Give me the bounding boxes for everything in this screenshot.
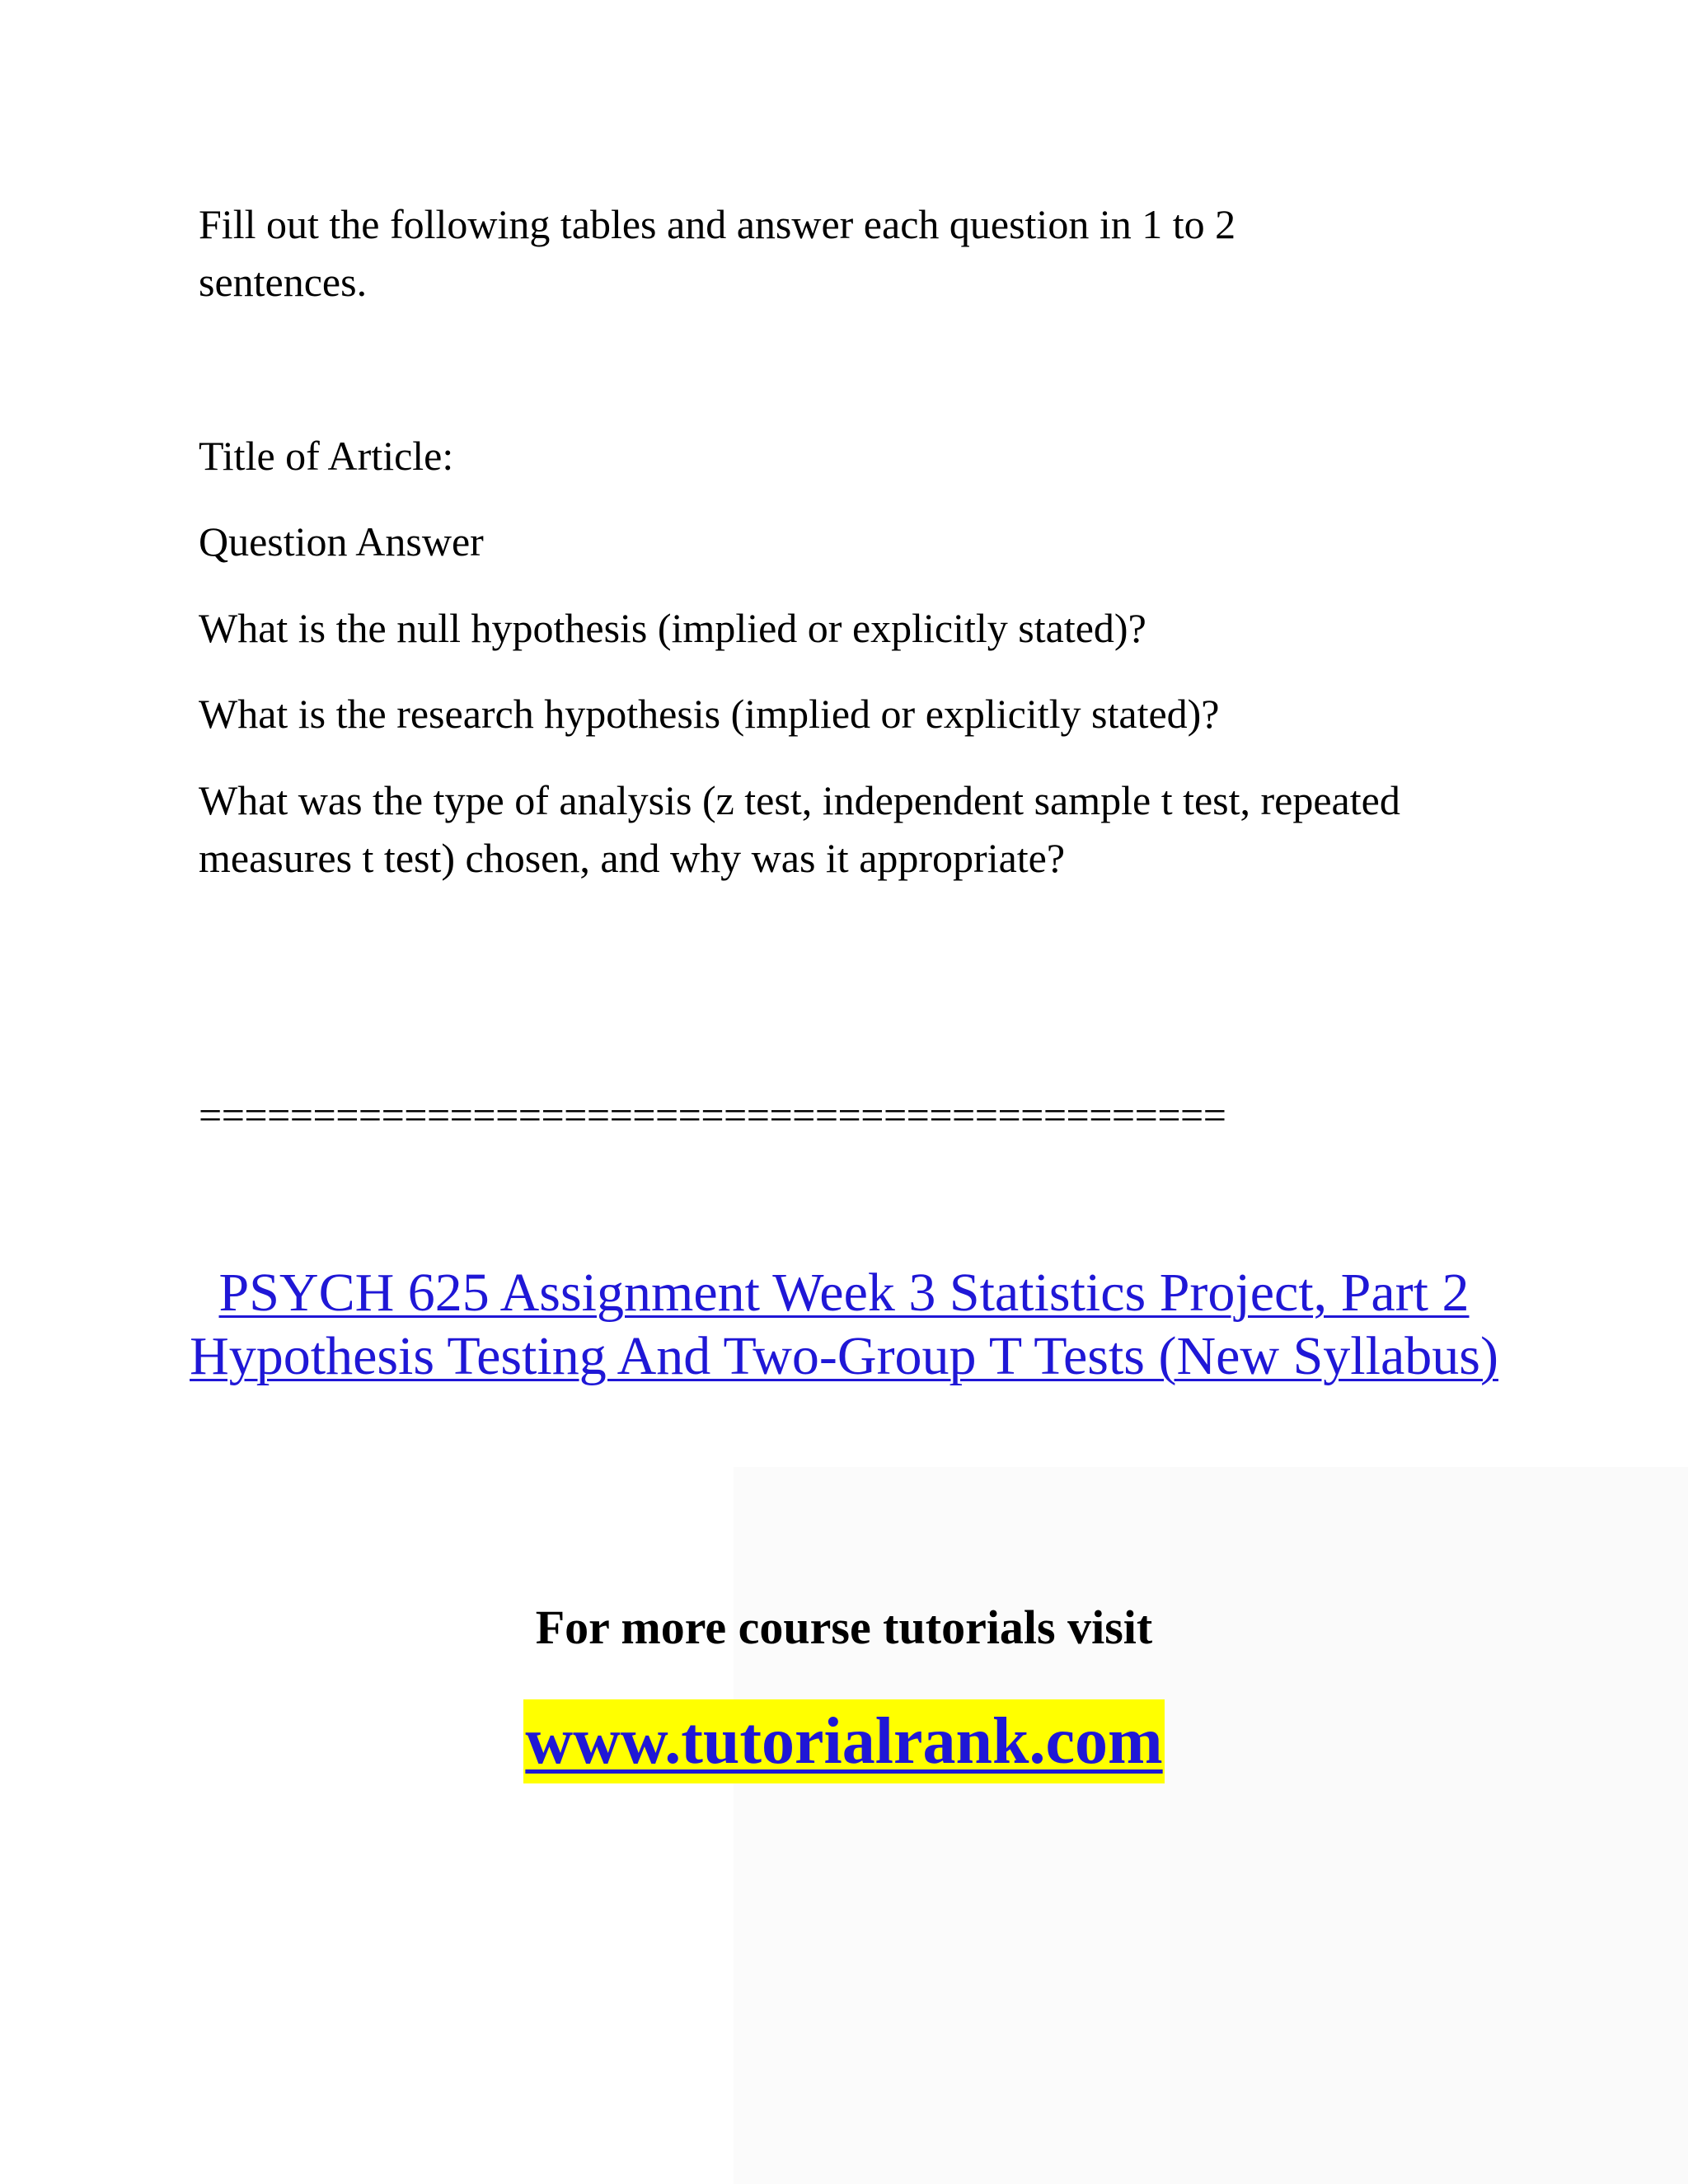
separator-line: =============================================: [199, 1092, 1226, 1138]
question-analysis-type: What was the type of analysis (z test, independent sample t test, repeated measures t test) chosen, and why was it appropriate?: [199, 777, 1400, 881]
background-shade-right: [1170, 1467, 1688, 2184]
site-link-wrapper: [0, 1699, 1688, 1783]
visit-text: For more course tutorials visit: [535, 1601, 1153, 1654]
title-of-article-label: Title of Article:: [199, 433, 454, 479]
website-link[interactable]: www.tutorialrank.com: [523, 1699, 1164, 1783]
course-title-link[interactable]: PSYCH 625 Assignment Week 3 Statistics Project, Part 2 Hypothesis Testing And Two-Group T Tests (New Syllabus): [190, 1263, 1498, 1386]
question-answer-header: Question Answer: [199, 518, 484, 565]
intro-instructions: Fill out the following tables and answer each question in 1 to 2 sentences.: [199, 201, 1236, 305]
question-research-hypothesis: What is the research hypothesis (implied or explicitly stated)?: [199, 691, 1220, 737]
question-null-hypothesis: What is the null hypothesis (implied or explicitly stated)?: [199, 605, 1146, 651]
